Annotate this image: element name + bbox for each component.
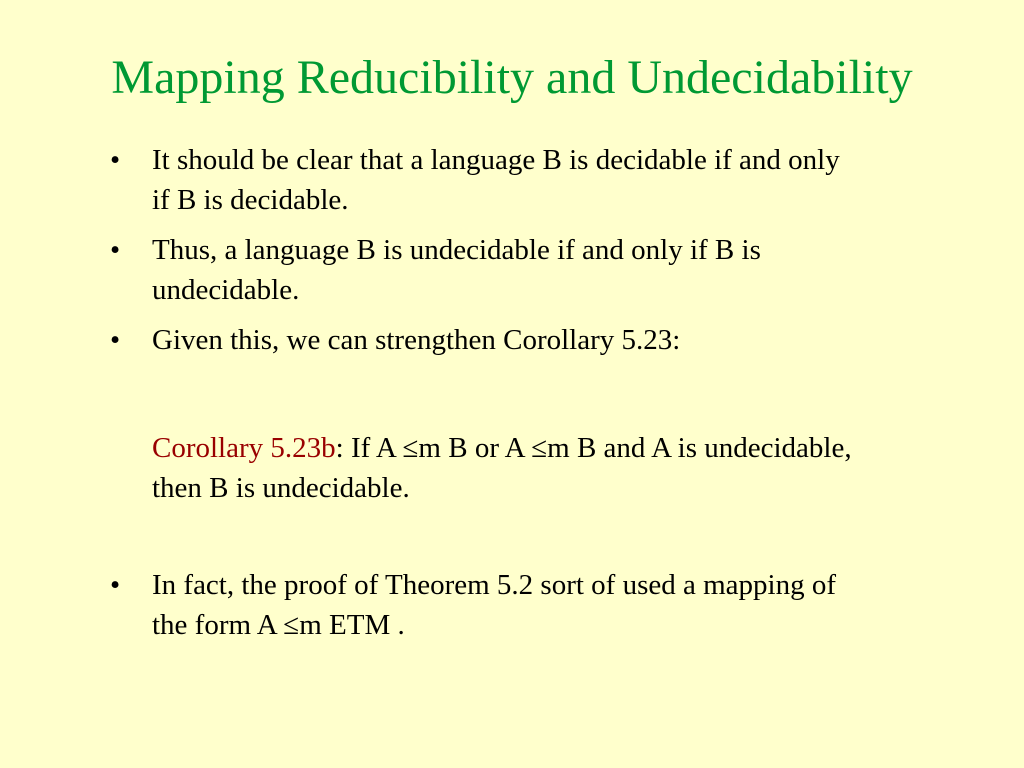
corollary-block	[152, 428, 972, 508]
bullet-4-line-1: In fact, the proof of Theorem 5.2 sort of used a mapping of	[152, 569, 836, 601]
bullet-1-line-1: It should be clear that a language B is decidable if and only	[152, 144, 840, 176]
bullet-4: •	[110, 569, 121, 601]
bullet-3-text	[152, 320, 972, 360]
corollary-line-1	[152, 428, 972, 468]
bullet-1: •	[110, 144, 121, 176]
slide-title: Mapping Reducibility and Undecidability	[111, 51, 913, 104]
bullet-3-line-1: Given this, we can strengthen Corollary 5.23:	[152, 324, 681, 356]
bullet-2-line-2: undecidable.	[152, 274, 300, 306]
bullet-2: •	[110, 234, 121, 266]
bullet-1-text	[152, 140, 972, 220]
bullet-1-line-2: if B is decidable.	[152, 184, 349, 216]
corollary-statement: : If A ≤m B or A ≤m B and A is undecidable,	[335, 432, 852, 464]
bullet-2-line-1: Thus, a language B is undecidable if and only if B is	[152, 234, 761, 266]
bullet-4-line-2: the form A ≤m ETM .	[152, 609, 405, 641]
corollary-label: Corollary 5.23b	[152, 432, 336, 464]
bullet-3: •	[110, 324, 121, 356]
bullet-4-text	[152, 565, 972, 645]
bullet-2-text	[152, 230, 972, 310]
corollary-line-2: then B is undecidable.	[152, 472, 410, 504]
